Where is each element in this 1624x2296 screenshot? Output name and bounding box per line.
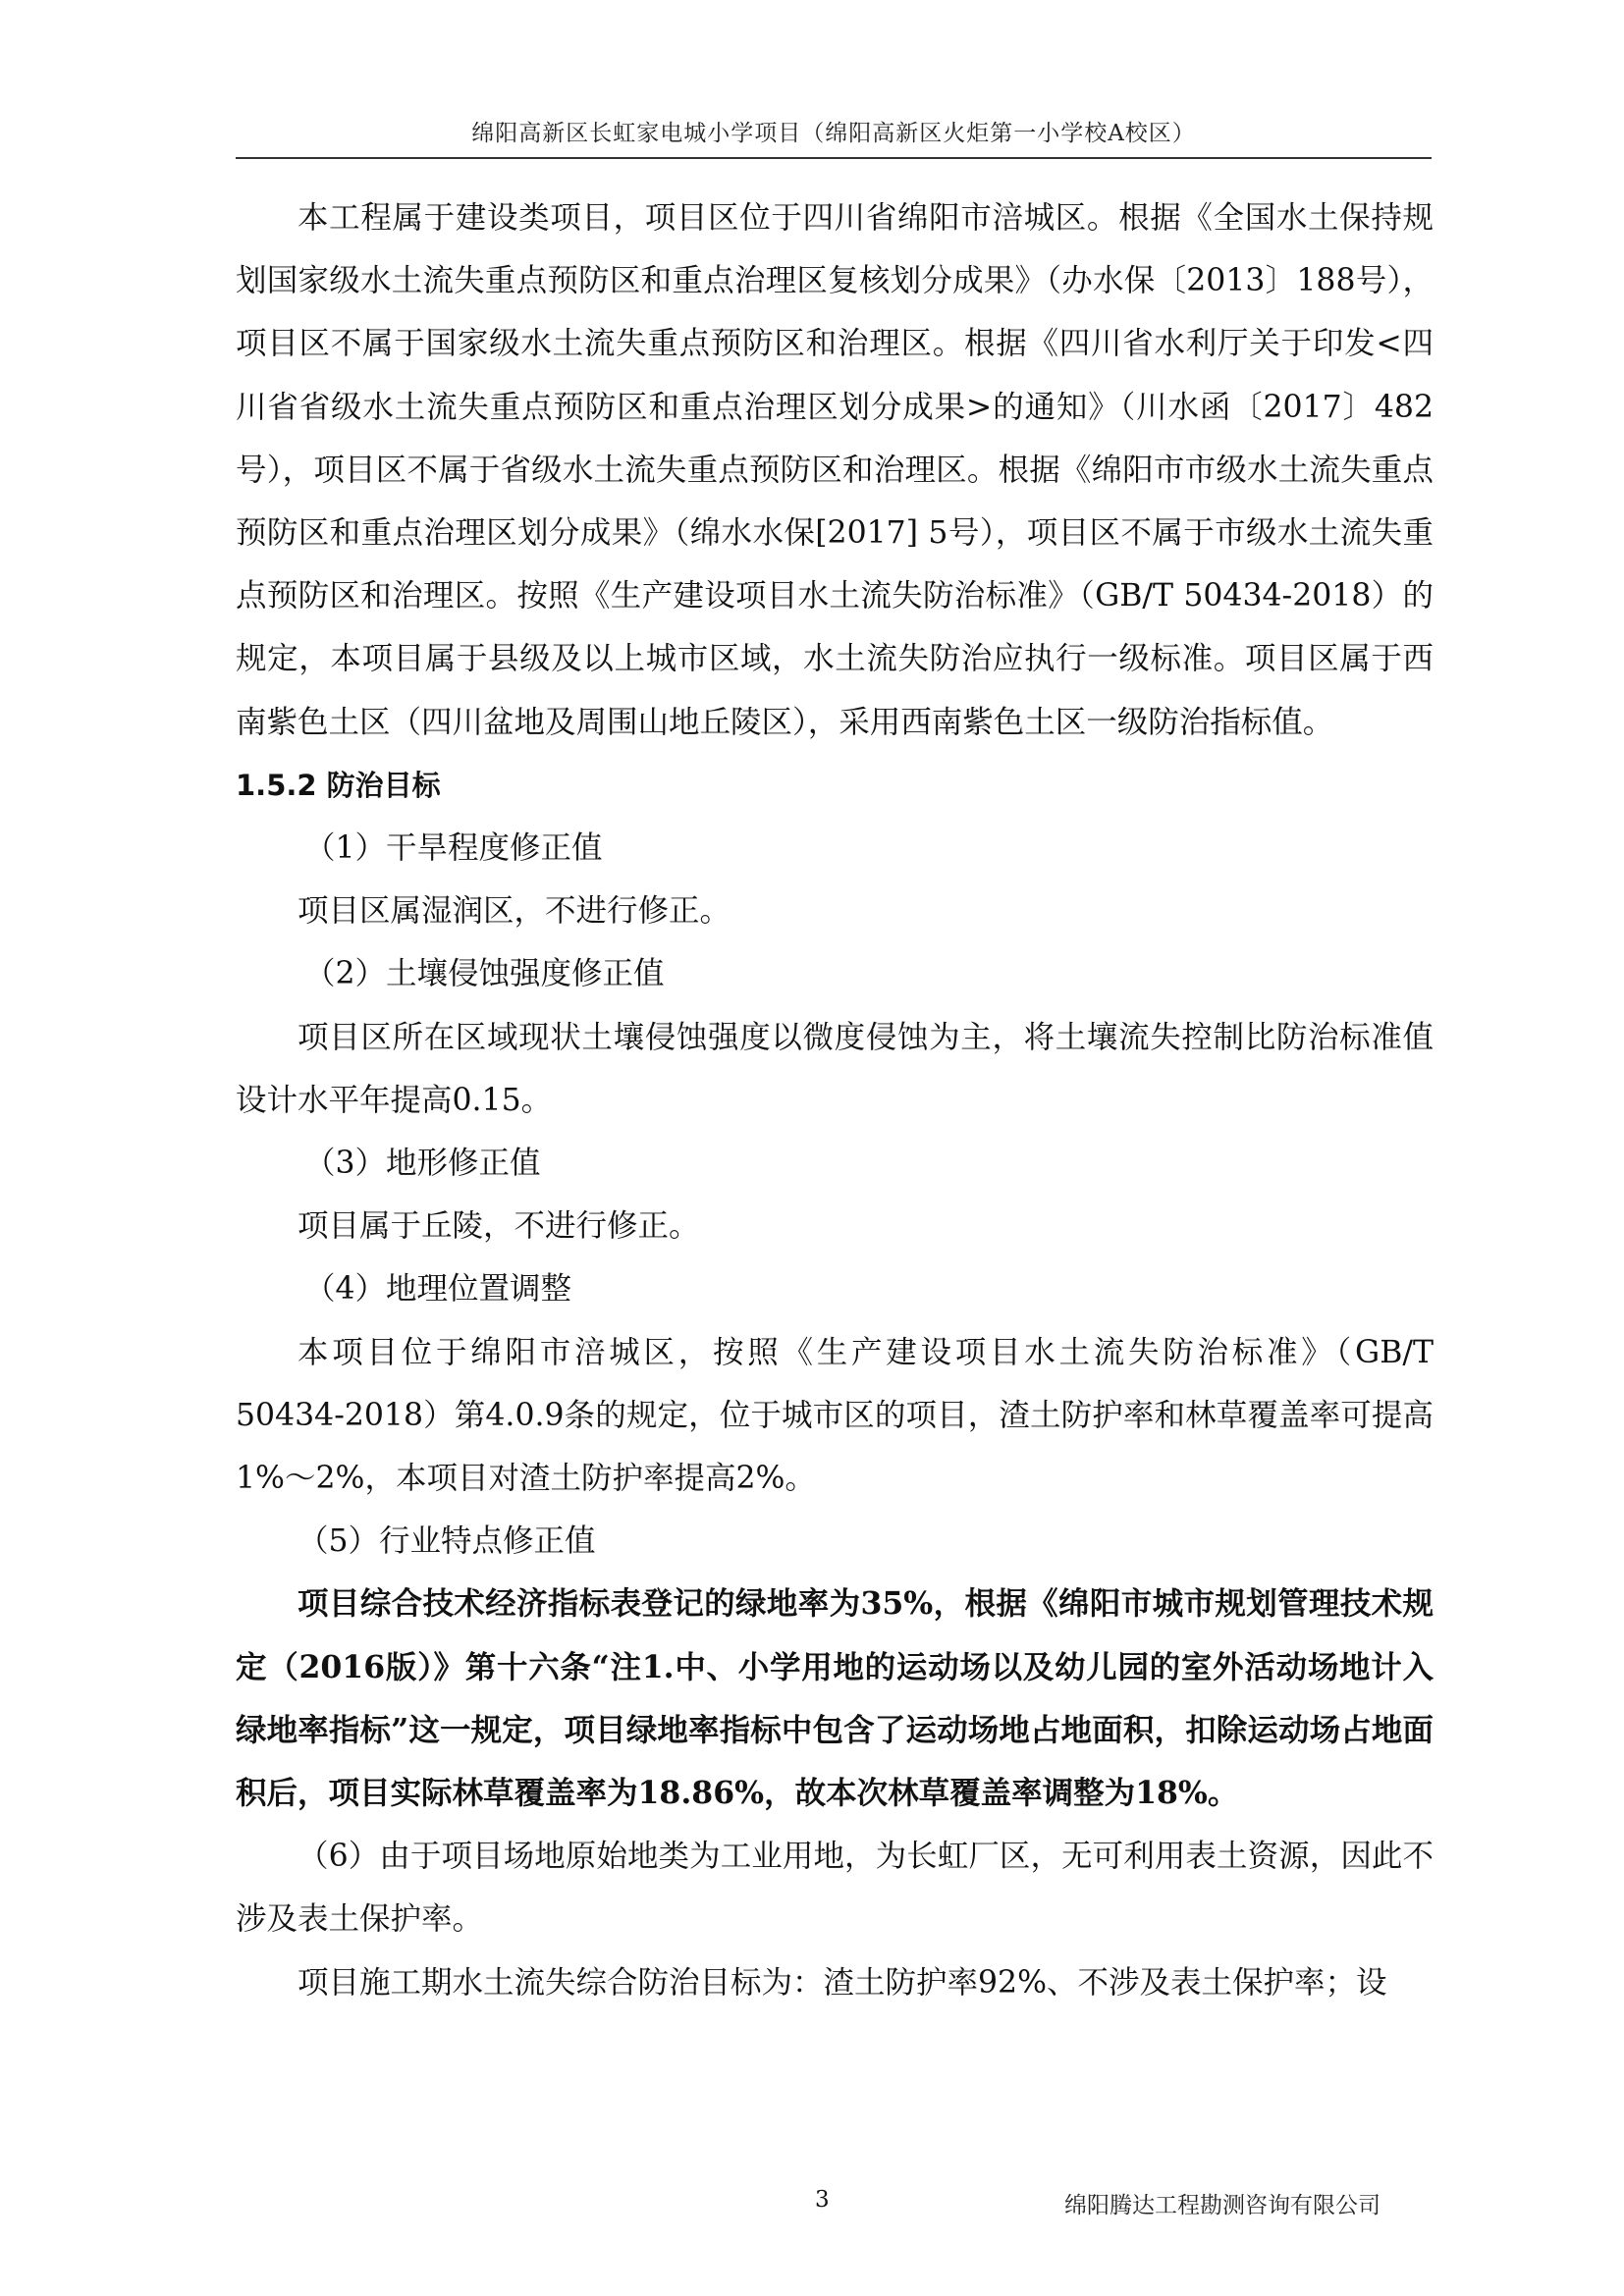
paragraph-location: 本项目位于绵阳市涪城区，按照《生产建设项目水土流失防治标准》（GB/T 50434-2018）第4.0.9条的规定，位于城市区的项目，渣土防护率和林草覆盖率可提高1%～2%，本项目对渣土防护率提高2%。 bbox=[236, 1334, 1434, 1497]
footer-company: 绵阳腾达工程勘测咨询有限公司 bbox=[1064, 2193, 1380, 2218]
section-heading-prevention-targets: 1.5.2 防治目标 bbox=[236, 768, 441, 802]
page-number: 3 bbox=[815, 2187, 830, 2213]
subheading-industry: （5）行业特点修正值 bbox=[298, 1523, 596, 1560]
paragraph-construction-targets: 项目施工期水土流失综合防治目标为：渣土防护率92%、不涉及表土保护率；设 bbox=[298, 1964, 1387, 2001]
subheading-drought: （1）干旱程度修正值 bbox=[304, 830, 603, 867]
document-body bbox=[236, 187, 1434, 2014]
paragraph-zoning: 本工程属于建设类项目，项目区位于四川省绵阳市涪城区。根据《全国水土保持规划国家级水土流失重点预防区和重点治理区复核划分成果》（办水保〔2013〕188号），项目区不属于国家级水土流失重点预防区和治理区。根据《四川省水利厅关于印发<四川省省级水土流失重点预防区和重点治理区划分成果>的通知》（川水函〔2017〕482号），项目区不属于省级水土流失重点预防区和治理区。根据《绵阳市市级水土流失重点预防区和重点治理区划分成果》（绵水水保[2017] 5号），项目区不属于市级水土流失重点预防区和治理区。按照《生产建设项目水土流失防治标准》（GB/T 50434-2018）的规定，本项目属于县级及以上城市区域，水土流失防治应执行一级标准。项目区属于西南紫色土区（四川盆地及周围山地丘陵区），采用西南紫色土区一级防治指标值。 bbox=[236, 200, 1434, 740]
subheading-terrain: （3）地形修正值 bbox=[304, 1146, 541, 1182]
paragraph-drought: 项目区属湿润区，不进行修正。 bbox=[298, 893, 731, 930]
paragraph-topsoil: （6）由于项目场地原始地类为工业用地，为长虹厂区，无可利用表土资源，因此不涉及表土保护率。 bbox=[236, 1839, 1434, 1938]
header-rule bbox=[236, 157, 1432, 159]
subheading-erosion: （2）土壤侵蚀强度修正值 bbox=[304, 956, 665, 992]
paragraph-industry: 项目综合技术经济指标表登记的绿地率为35%，根据《绵阳市城市规划管理技术规定（2016版）》第十六条“注1.中、小学用地的运动场以及幼儿园的室外活动场地计入绿地率指标”这一规定，项目绿地率指标中包含了运动场地占地面积，扣除运动场占地面积后，项目实际林草覆盖率为18.86%，故本次林草覆盖率调整为18%。 bbox=[236, 1585, 1434, 1812]
paragraph-erosion: 项目区所在区域现状土壤侵蚀强度以微度侵蚀为主，将土壤流失控制比防治标准值设计水平年提高0.15。 bbox=[236, 1019, 1434, 1118]
subheading-location: （4）地理位置调整 bbox=[304, 1271, 572, 1308]
running-header: 绵阳高新区长虹家电城小学项目（绵阳高新区火炬第一小学校A校区） bbox=[471, 121, 1196, 146]
paragraph-terrain: 项目属于丘陵，不进行修正。 bbox=[298, 1208, 700, 1245]
